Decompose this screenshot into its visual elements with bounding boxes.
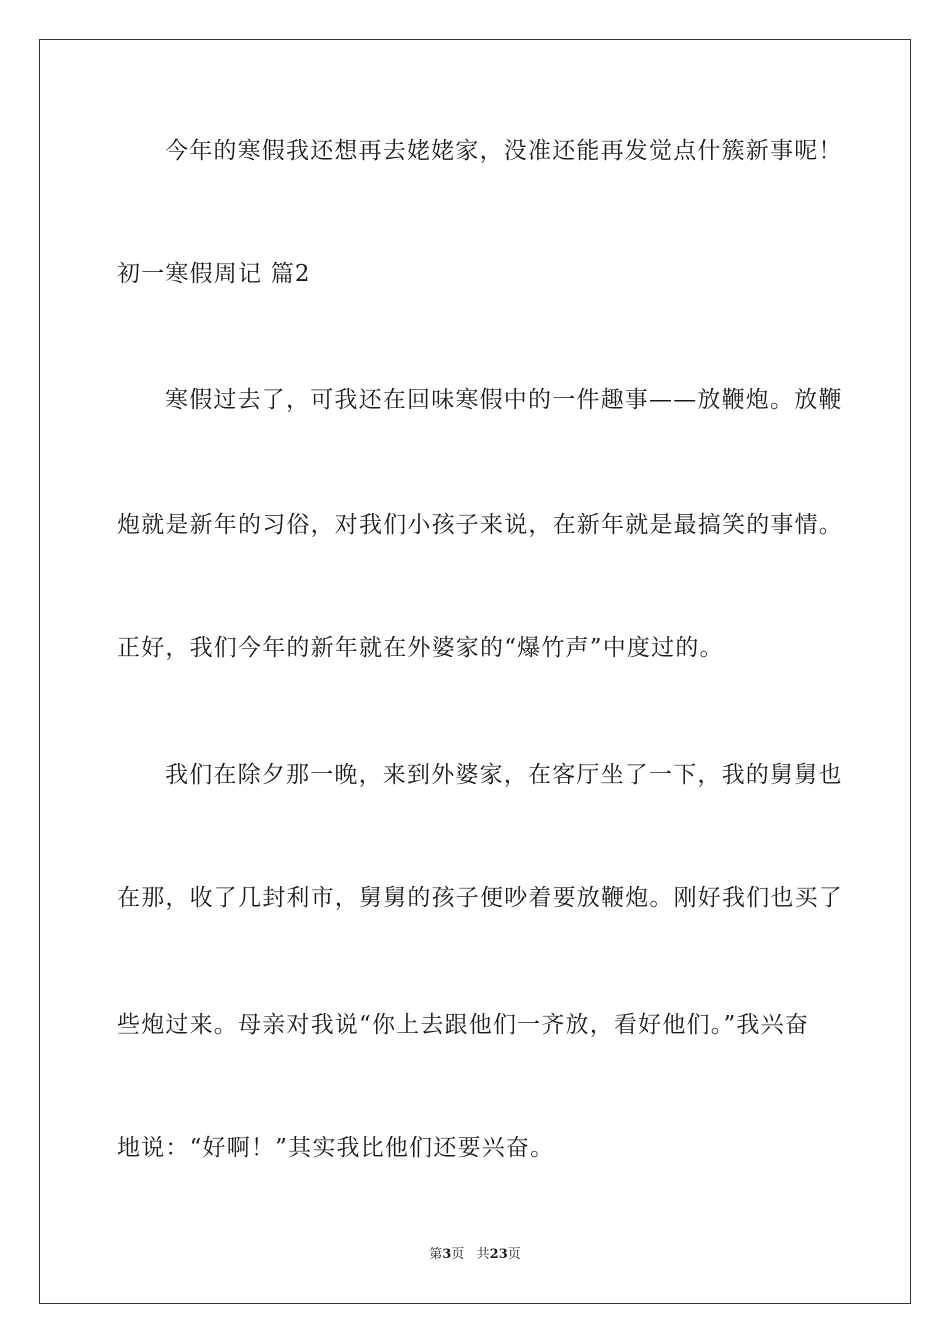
paragraph-line-3: 炮就是新年的习俗，对我们小孩子来说，在新年就是最搞笑的事情。 (117, 512, 843, 538)
page-footer (0, 1246, 950, 1264)
paragraph-line-5: 我们在除夕那一晚，来到外婆家，在客厅坐了一下，我的舅舅也 (165, 762, 843, 788)
paragraph-line-2: 寒假过去了，可我还在回味寒假中的一件趣事——放鞭炮。放鞭 (165, 387, 843, 413)
paragraph-line-7: 些炮过来。母亲对我说“你上去跟他们一齐放，看好他们。”我兴奋 (117, 1012, 810, 1038)
footer-page-number: 3 (442, 1247, 452, 1262)
paragraph-line-8: 地说：“好啊！”其实我比他们还要兴奋。 (117, 1135, 555, 1161)
page-border (39, 39, 911, 1304)
footer-prefix: 第 (429, 1247, 443, 1262)
paragraph-line-6: 在那，收了几封利市，舅舅的孩子便吵着要放鞭炮。刚好我们也买了 (117, 885, 843, 911)
footer-total-pages: 23 (489, 1247, 508, 1262)
paragraph-line-4: 正好，我们今年的新年就在外婆家的“爆竹声”中度过的。 (117, 635, 724, 661)
footer-suffix: 页 (507, 1247, 521, 1262)
paragraph-line-1: 今年的寒假我还想再去姥姥家，没准还能再发觉点什簇新事呢！ (165, 138, 843, 164)
footer-mid: 页 共 (451, 1247, 490, 1262)
section-heading: 初一寒假周记 篇2 (117, 261, 311, 287)
